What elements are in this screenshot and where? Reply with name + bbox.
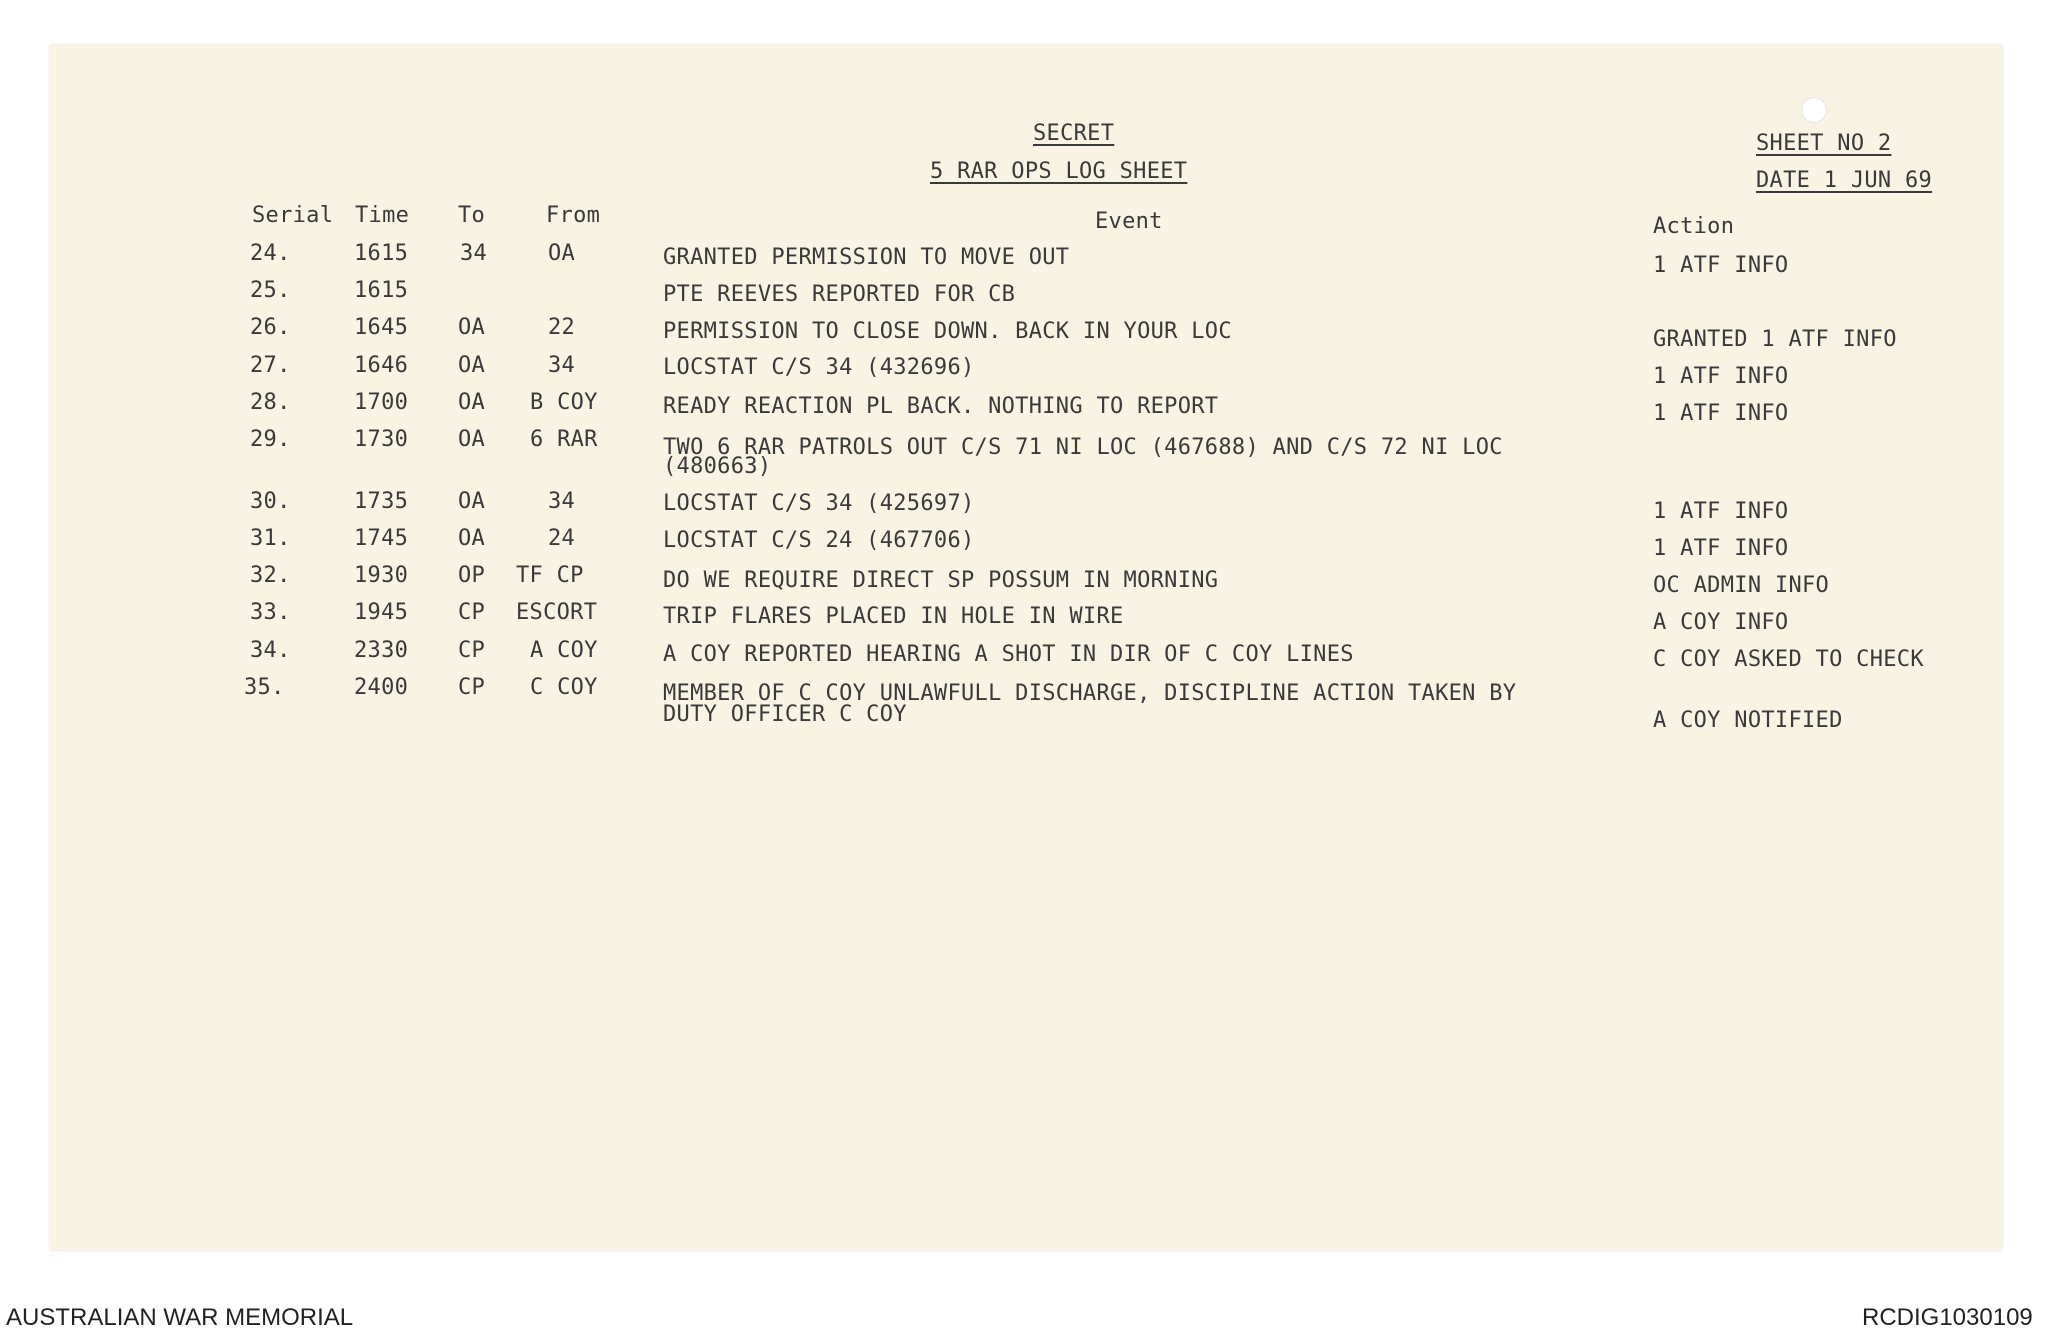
row-from: C COY	[530, 675, 598, 700]
row-event: LOCSTAT C/S 34 (432696)	[663, 355, 975, 380]
row-time: 1615	[354, 278, 409, 303]
row-time: 1945	[354, 600, 409, 625]
column-header-from: From	[546, 203, 601, 228]
row-serial: 29.	[250, 427, 291, 452]
row-to: OA	[458, 427, 486, 452]
row-action: OC ADMIN INFO	[1653, 573, 1830, 598]
row-event: READY REACTION PL BACK. NOTHING TO REPORT	[663, 394, 1219, 419]
row-serial: 33.	[250, 600, 291, 625]
row-event: TWO 6 RAR PATROLS OUT C/S 71 NI LOC (467688) AND C/S 72 NI LOC	[663, 435, 1503, 460]
row-action: C COY ASKED TO CHECK	[1653, 647, 1924, 672]
row-from: 24	[548, 526, 576, 551]
punch-hole	[1801, 97, 1827, 123]
row-event-continued: (480663)	[663, 454, 772, 479]
row-serial: 34.	[250, 638, 291, 663]
row-event: PTE REEVES REPORTED FOR CB	[663, 282, 1016, 307]
row-event: A COY REPORTED HEARING A SHOT IN DIR OF C COY LINES	[663, 642, 1354, 667]
row-serial: 24.	[250, 241, 291, 266]
document-title: 5 RAR OPS LOG SHEET	[930, 159, 1188, 184]
row-from: A COY	[530, 638, 598, 663]
row-time: 2330	[354, 638, 409, 663]
row-from: ESCORT	[516, 600, 598, 625]
column-header-action: Action	[1653, 214, 1735, 239]
row-action: 1 ATF INFO	[1653, 401, 1789, 426]
row-serial: 26.	[250, 315, 291, 340]
row-time: 1645	[354, 315, 409, 340]
row-action: 1 ATF INFO	[1653, 253, 1789, 278]
row-to: 34	[460, 241, 488, 266]
row-to: OP	[458, 563, 486, 588]
row-to: OA	[458, 390, 486, 415]
row-action: 1 ATF INFO	[1653, 536, 1789, 561]
column-header-event: Event	[1095, 209, 1163, 234]
row-time: 1745	[354, 526, 409, 551]
row-action: GRANTED 1 ATF INFO	[1653, 327, 1897, 352]
row-time: 1615	[354, 241, 409, 266]
row-from: B COY	[530, 390, 598, 415]
row-serial: 35.	[244, 675, 285, 700]
row-time: 1700	[354, 390, 409, 415]
row-serial: 28.	[250, 390, 291, 415]
row-from: 34	[548, 353, 576, 378]
row-from: 6 RAR	[530, 427, 598, 452]
row-to: OA	[458, 489, 486, 514]
row-from: 34	[548, 489, 576, 514]
footer-institution: AUSTRALIAN WAR MEMORIAL	[6, 1304, 354, 1331]
row-from: 22	[548, 315, 576, 340]
row-event: LOCSTAT C/S 34 (425697)	[663, 491, 975, 516]
row-event: LOCSTAT C/S 24 (467706)	[663, 528, 975, 553]
sheet-number: SHEET NO 2	[1756, 131, 1892, 156]
row-event: PERMISSION TO CLOSE DOWN. BACK IN YOUR LOC	[663, 319, 1232, 344]
row-time: 1930	[354, 563, 409, 588]
row-time: 1646	[354, 353, 409, 378]
row-time: 2400	[354, 675, 409, 700]
row-to: CP	[458, 600, 486, 625]
row-time: 1735	[354, 489, 409, 514]
row-to: CP	[458, 638, 486, 663]
row-to: OA	[458, 353, 486, 378]
row-action: 1 ATF INFO	[1653, 499, 1789, 524]
row-event: MEMBER OF C COY UNLAWFULL DISCHARGE, DISCIPLINE ACTION TAKEN BY	[663, 681, 1517, 706]
row-serial: 30.	[250, 489, 291, 514]
row-serial: 32.	[250, 563, 291, 588]
row-from: OA	[548, 241, 576, 266]
column-header-to: To	[458, 203, 486, 228]
row-event: DO WE REQUIRE DIRECT SP POSSUM IN MORNING	[663, 568, 1219, 593]
row-event: GRANTED PERMISSION TO MOVE OUT	[663, 245, 1070, 270]
row-action: A COY NOTIFIED	[1653, 708, 1843, 733]
row-to: CP	[458, 675, 486, 700]
sheet-date: DATE 1 JUN 69	[1756, 168, 1933, 193]
column-header-time: Time	[355, 203, 410, 228]
row-serial: 27.	[250, 353, 291, 378]
row-time: 1730	[354, 427, 409, 452]
row-event-continued: DUTY OFFICER C COY	[663, 702, 907, 727]
row-from: TF CP	[516, 563, 584, 588]
footer-record-id: RCDIG1030109	[1862, 1304, 2033, 1331]
row-to: OA	[458, 315, 486, 340]
classification-label: SECRET	[1033, 121, 1115, 146]
row-action: 1 ATF INFO	[1653, 364, 1789, 389]
column-header-serial: Serial	[252, 203, 334, 228]
row-event: TRIP FLARES PLACED IN HOLE IN WIRE	[663, 604, 1124, 629]
row-action: A COY INFO	[1653, 610, 1789, 635]
row-serial: 25.	[250, 278, 291, 303]
row-serial: 31.	[250, 526, 291, 551]
row-to: OA	[458, 526, 486, 551]
